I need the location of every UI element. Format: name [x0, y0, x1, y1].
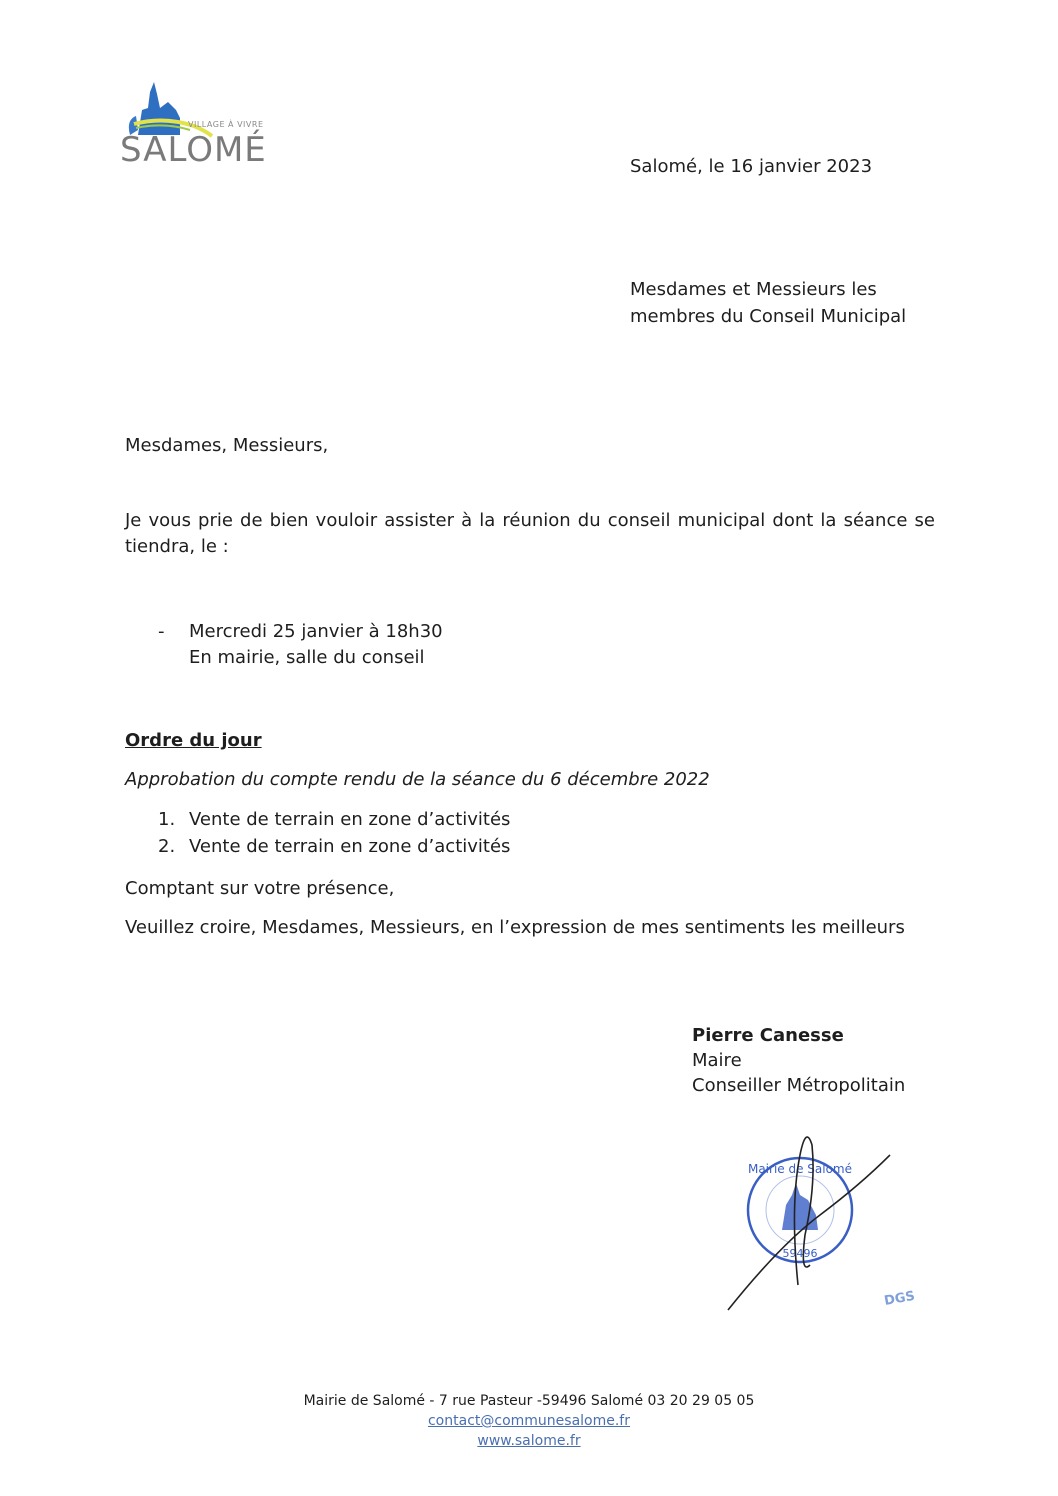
logo-tagline: VILLAGE À VIVRE	[188, 120, 264, 129]
agenda-title: Ordre du jour	[125, 730, 262, 751]
stamp-seal-icon	[748, 1158, 852, 1262]
footer-address: Mairie de Salomé - 7 rue Pasteur -59496 Salomé 03 20 29 05 05	[303, 1393, 755, 1409]
official-stamp	[720, 1125, 950, 1325]
stamp-text: Mairie de Salomé	[747, 1162, 853, 1176]
agenda-item-num: 2.	[158, 836, 176, 857]
dgs-initials: DGS	[883, 1288, 917, 1309]
place-date: Salomé, le 16 janvier 2023	[630, 156, 873, 177]
intro-paragraph: Je vous prie de bien vouloir assister à la réunion du conseil municipal dont la séance se tiendra, le :	[125, 510, 935, 557]
agenda-item-num: 1.	[158, 809, 176, 830]
meeting-bullet: -	[158, 621, 165, 642]
signatory-name: Pierre Canesse	[692, 1025, 844, 1046]
stamp-code: 59496	[782, 1247, 818, 1260]
footer-email-link[interactable]: contact@communesalome.fr	[427, 1413, 630, 1429]
salutation: Mesdames, Messieurs,	[125, 435, 329, 456]
footer-website-link[interactable]: www.salome.fr	[477, 1433, 581, 1449]
meeting-date-time: Mercredi 25 janvier à 18h30	[189, 621, 443, 642]
signatory-title: Maire	[692, 1050, 742, 1071]
salome-logo	[118, 80, 288, 180]
agenda-approval: Approbation du compte rendu de la séance du 6 décembre 2022	[125, 769, 710, 790]
meeting-location: En mairie, salle du conseil	[189, 647, 425, 668]
agenda-item: Vente de terrain en zone d’activités	[189, 809, 511, 830]
recipient-line-1: Mesdames et Messieurs les	[630, 279, 877, 300]
logo-name: SALOMÉ	[120, 130, 267, 170]
signatory-title-2: Conseiller Métropolitain	[692, 1075, 906, 1096]
agenda-item: Vente de terrain en zone d’activités	[189, 836, 511, 857]
closing-formula: Veuillez croire, Mesdames, Messieurs, en l’expression de mes sentiments les meilleurs	[125, 917, 905, 938]
closing-presence: Comptant sur votre présence,	[125, 878, 395, 899]
recipient-line-2: membres du Conseil Municipal	[630, 306, 907, 327]
